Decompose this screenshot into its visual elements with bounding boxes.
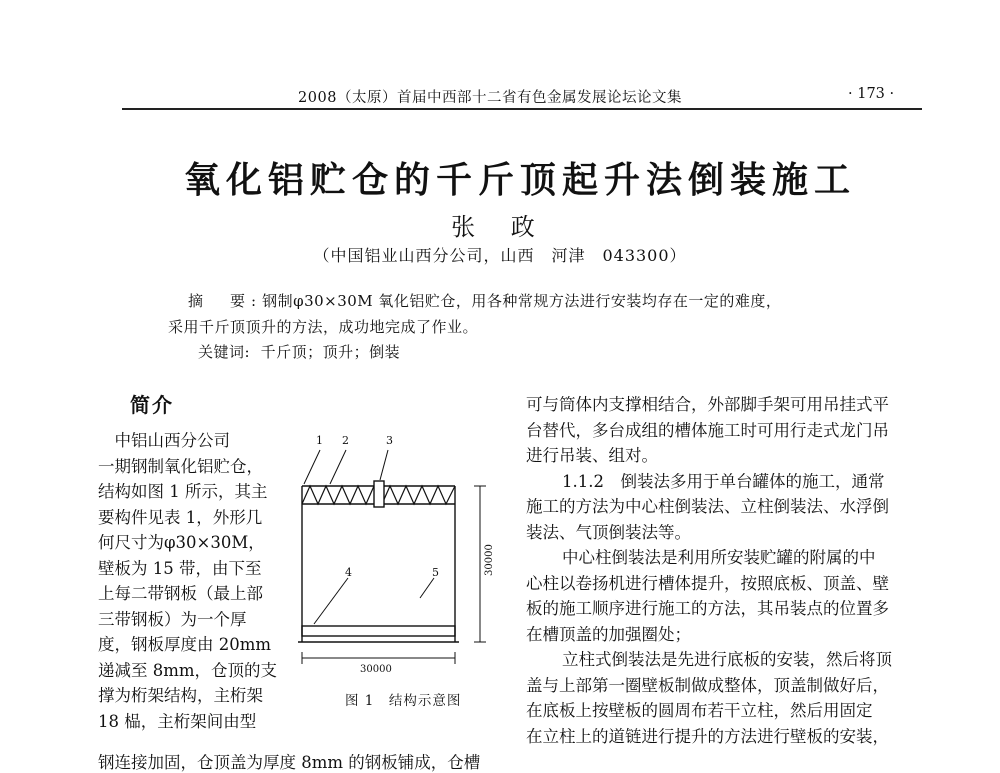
abstract-line-2: 采用千斤顶顶升的方法，成功地完成了作业。 xyxy=(168,318,479,336)
text-line: 中铝山西分公司 xyxy=(98,431,230,450)
leader-3 xyxy=(380,450,388,480)
text-line: 板的施工顺序进行施工的方法，其吊装点的位置多 xyxy=(526,599,889,618)
text-line: 施工的方法为中心柱倒装法、立柱倒装法、水浮倒 xyxy=(526,497,889,516)
text-line: 三带钢板）为一个厚 xyxy=(98,609,247,629)
figure-label-3: 3 xyxy=(386,434,393,447)
text-line: 壁板为 15 带，由下至 xyxy=(98,558,262,578)
keywords xyxy=(198,341,698,362)
text-line: 结构如图 1 所示，其主 xyxy=(98,482,268,501)
keywords-label: 关键词: xyxy=(198,343,251,361)
abstract-text-1: 钢制φ30×30M 氧化铝贮仓，用各种常规方法进行安装均存在一定的难度， xyxy=(262,292,782,310)
section-heading: 简介 xyxy=(130,393,174,417)
figure-label-1: 1 xyxy=(316,434,323,447)
text-line: 在槽顶盖的加强圈处； xyxy=(526,624,691,644)
bottom-plate xyxy=(302,626,455,636)
structure-figure xyxy=(290,428,500,688)
leader-4 xyxy=(314,578,348,624)
text-line: 在立柱上的道链进行提升的方法进行壁板的安装， xyxy=(526,726,889,746)
text-line: 撑为桁架结构，主桁架 xyxy=(98,686,263,705)
text-line: 台替代，多台成组的槽体施工时可用行走式龙门吊 xyxy=(526,420,889,440)
left-bottom-line: 钢连接加固，仓顶盖为厚度 8mm 的钢板铺成，仓槽 xyxy=(98,753,481,772)
text-line: 中心柱倒装法是利用所安装贮罐的附属的中 xyxy=(562,548,876,567)
article-title: 氧化铝贮仓的千斤顶起升法倒装施工 xyxy=(183,159,856,201)
left-column xyxy=(98,428,276,734)
text-line: 上每二带钢板（最上部 xyxy=(98,584,263,603)
figure-label-5: 5 xyxy=(432,566,439,579)
leader-2 xyxy=(330,450,346,484)
structure-diagram xyxy=(290,428,500,688)
height-dimension: 30000 xyxy=(484,544,495,576)
text-line: 盖与上部第一圈壁板制做成整体，顶盖制做好后， xyxy=(526,675,889,695)
text-line: 装法、气顶倒装法等。 xyxy=(526,522,691,542)
text-line: 立柱式倒装法是先进行底板的安装，然后将顶 xyxy=(562,650,892,669)
top-vent xyxy=(374,481,384,507)
text-line: 度，钢板厚度由 20mm xyxy=(98,635,272,654)
leader-5 xyxy=(420,578,434,598)
figure-label-2: 2 xyxy=(342,434,349,447)
header-rule xyxy=(122,108,922,110)
figure-caption: 图 1 结构示意图 xyxy=(345,693,462,709)
page-number: · 173 · xyxy=(848,86,895,102)
keywords-text: 千斤顶；顶升；倒装 xyxy=(260,343,401,361)
right-column xyxy=(526,392,926,749)
affiliation: （中国铝业山西分公司，山西 河津 043300） xyxy=(313,246,687,265)
figure-label-4: 4 xyxy=(345,566,352,579)
abstract-line-1 xyxy=(188,290,928,311)
text-line: 递减至 8mm，仓顶的支 xyxy=(98,660,278,680)
text-line: 一期钢制氧化铝贮仓， xyxy=(98,456,263,476)
abstract-label: 摘 要: xyxy=(188,292,263,310)
header-title: 2008（太原）首届中西部十二省有色金属发展论坛论文集 xyxy=(298,90,682,106)
width-dimension: 30000 xyxy=(360,664,392,675)
text-line: 心柱以卷扬机进行槽体提升，按照底板、顶盖、壁 xyxy=(526,573,889,593)
text-line: 18 榀，主桁架间由型 xyxy=(98,711,257,731)
author: 张 政 xyxy=(451,213,549,241)
leader-1 xyxy=(304,450,320,484)
text-line: 可与筒体内支撑相结合，外部脚手架可用吊挂式平 xyxy=(526,395,889,414)
text-line: 何尺寸为φ30×30M， xyxy=(98,533,265,552)
text-line: 要构件见表 1，外形几 xyxy=(98,507,263,527)
text-line: 1.1.2 倒装法多用于单台罐体的施工，通常 xyxy=(562,471,885,491)
text-line: 进行吊装、组对。 xyxy=(526,446,658,465)
text-line: 在底板上按壁板的圆周布若干立柱，然后用固定 xyxy=(526,701,873,720)
